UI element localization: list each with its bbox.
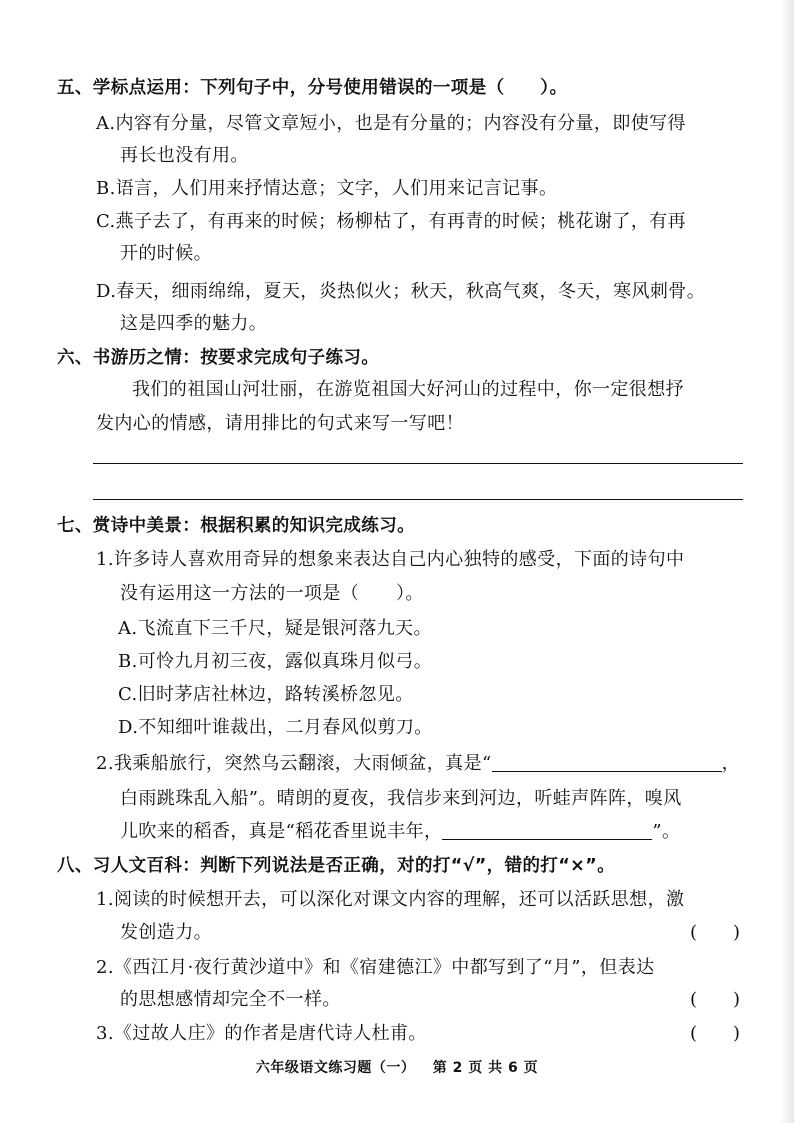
s7-q2-line3-end: ”。 xyxy=(652,821,681,842)
s5-option-b: B.语言，人们用来抒情达意；文字，人们用来记言记事。 xyxy=(96,178,558,199)
s5-option-a-line2: 再长也没有用。 xyxy=(120,145,249,166)
s8-q1-line1: 1.阅读的时候想开去，可以深化对课文内容的理解，还可以活跃思想，激 xyxy=(96,889,685,910)
s7-q2-line1-text: 2.我乘船旅行，突然乌云翻滚，大雨倾盆，真是“ xyxy=(96,753,492,774)
fill-blank-1[interactable] xyxy=(492,753,722,772)
paper-edge-shadow xyxy=(780,0,794,1123)
answer-line-1[interactable] xyxy=(93,463,743,464)
s7-option-b: B.可怜九月初三夜，露似真珠月似弓。 xyxy=(118,651,433,672)
fill-blank-2[interactable] xyxy=(442,821,652,840)
s7-q2-line1 xyxy=(96,752,740,776)
section-8-heading: 八、习人文百科：判断下列说法是否正确，对的打“√”，错的打“×”。 xyxy=(57,856,616,876)
s6-body-line1: 我们的祖国山河壮丽，在游览祖国大好河山的过程中，你一定很想抒 xyxy=(132,379,684,400)
s5-option-d-line2: 这是四季的魅力。 xyxy=(120,313,268,334)
s8-q1-line2: 发创造力。 xyxy=(120,922,212,943)
s5-option-a-line1: A.内容有分量，尽管文章短小，也是有分量的；内容没有分量，即使写得 xyxy=(96,113,686,134)
s8-q2-line2: 的思想感情却完全不一样。 xyxy=(120,989,341,1010)
answer-paren-3[interactable]: ( ) xyxy=(690,1023,741,1044)
s8-q2-line1: 2.《西江月·夜行黄沙道中》和《宿建德江》中都写到了“月”，但表达 xyxy=(96,957,655,978)
s8-q3: 3.《过故人庄》的作者是唐代诗人杜甫。 xyxy=(96,1023,427,1044)
s7-option-c: C.旧时茅店社林边，路转溪桥忽见。 xyxy=(118,684,414,705)
s7-q2-line2: 白雨跳珠乱入船”。晴朗的夏夜，我信步来到河边，听蛙声阵阵，嗅风 xyxy=(120,788,682,809)
page-footer xyxy=(0,1057,794,1077)
section-5-heading: 五、学标点运用：下列句子中，分号使用错误的一项是（ ）。 xyxy=(57,78,568,98)
s5-option-c-line1: C.燕子去了，有再来的时候；杨柳枯了，有再青的时候；桃花谢了，有再 xyxy=(96,211,687,232)
s7-q1-line1: 1.许多诗人喜欢用奇异的想象来表达自己内心独特的感受，下面的诗句中 xyxy=(96,549,685,570)
answer-paren-2[interactable]: ( ) xyxy=(690,989,741,1010)
section-6-heading: 六、书游历之情：按要求完成句子练习。 xyxy=(57,348,380,368)
s7-option-d: D.不知细叶谁裁出，二月春风似剪刀。 xyxy=(118,717,433,738)
footer-page-number: 第 2 页 共 6 页 xyxy=(432,1060,539,1076)
section-7-heading: 七、赏诗中美景：根据积累的知识完成练习。 xyxy=(57,516,415,536)
footer-title: 六年级语文练习题（一） xyxy=(255,1060,416,1076)
s7-q2-line1-end: ， xyxy=(721,753,740,774)
s7-q2-line3-text: 儿吹来的稻香，真是“稻花香里说丰年， xyxy=(120,821,443,842)
answer-line-2[interactable] xyxy=(93,499,743,500)
s5-option-c-line2: 开的时候。 xyxy=(120,243,212,264)
answer-paren-1[interactable]: ( ) xyxy=(690,922,741,943)
s5-option-d-line1: D.春天，细雨绵绵，夏天，炎热似火；秋天，秋高气爽，冬天，寒风刺骨。 xyxy=(96,281,706,302)
s6-body-line2: 发内心的情感，请用排比的句式来写一写吧！ xyxy=(96,413,464,434)
s7-option-a: A.飞流直下三千尺，疑是银河落九天。 xyxy=(118,618,432,639)
s7-q2-line3 xyxy=(120,820,680,844)
s7-q1-line2: 没有运用这一方法的一项是（ ）。 xyxy=(120,583,424,604)
